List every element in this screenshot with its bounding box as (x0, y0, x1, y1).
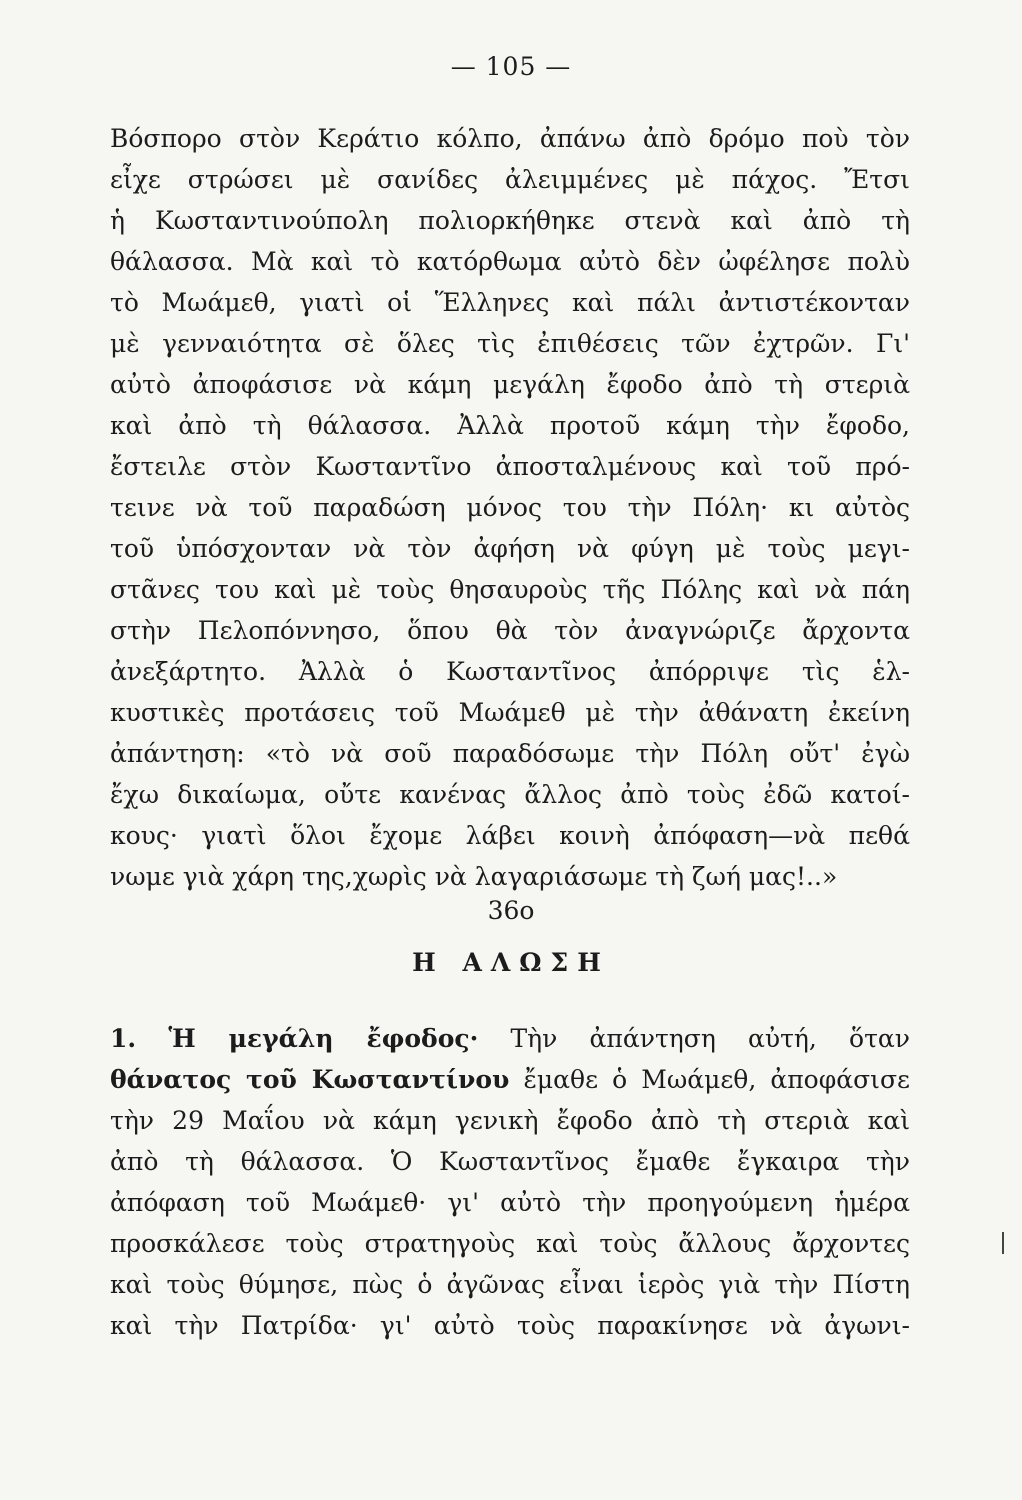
text-line: Βόσπορο στὸν Κεράτιο κόλπο, ἀπάνω ἀπὸ δρόμο ποὺ τὸν (110, 124, 910, 153)
text-line (110, 1018, 910, 1059)
text-line: τεινε νὰ τοῦ παραδώση μόνος του τὴν Πόλη· κι αὐτὸς (110, 493, 910, 522)
text-line: νωμε γιὰ χάρη της,χωρὶς νὰ λαγαριάσωμε τὴ ζωή μας!..» (110, 862, 838, 891)
text-line: στᾶνες του καὶ μὲ τοὺς θησαυροὺς τῆς Πόλης καὶ νὰ πάη (110, 575, 910, 604)
text-line: καὶ τοὺς θύμησε, πὼς ὁ ἀγῶνας εἶναι ἱερὸς γιὰ τὴν Πίστη (110, 1270, 910, 1299)
text-line: κυστικὲς προτάσεις τοῦ Μωάμεθ μὲ τὴν ἀθάνατη ἐκείνη (110, 698, 910, 727)
text-run: ἔμαθε ὁ Μωάμεθ, ἀποφάσισε (523, 1065, 910, 1094)
text-line: μὲ γενναιότητα σὲ ὅλες τὶς ἐπιθέσεις τῶν ἐχτρῶν. Γι' (110, 329, 910, 358)
text-run: Τὴν ἀπάντηση αὐτή, ὅταν (510, 1024, 910, 1053)
subsection-heading: Ἡ μεγάλη ἔφοδος· (168, 1024, 479, 1053)
text-line: προσκάλεσε τοὺς στρατηγοὺς καὶ τοὺς ἄλλους ἄρχοντες (110, 1229, 910, 1258)
page-number: — 105 — (450, 52, 572, 81)
bottom-paragraph (110, 1018, 910, 1346)
text-line: εἶχε στρώσει μὲ σανίδες ἀλειμμένες μὲ πάχος. Ἔτσι (110, 165, 910, 194)
text-line: τὴν 29 Μαΐου νὰ κάμη γενικὴ ἔφοδο ἀπὸ τὴ στεριὰ καὶ (110, 1106, 910, 1135)
text-line: κους· γιατὶ ὅλοι ἔχομε λάβει κοινὴ ἀπόφαση—νὰ πεθά (110, 821, 910, 850)
text-line: ἡ Κωσταντινούπολη πολιορκήθηκε στενὰ καὶ ἀπὸ τὴ (110, 206, 910, 235)
text-line: καὶ ἀπὸ τὴ θάλασσα. Ἀλλὰ προτοῦ κάμη τὴν ἔφοδο, (110, 411, 910, 440)
text-line: ἀπάντηση: «τὸ νὰ σοῦ παραδόσωμε τὴν Πόλη οὔτ' ἐγὼ (110, 739, 910, 768)
text-line: ἔχω δικαίωμα, οὔτε κανένας ἄλλος ἀπὸ τοὺς ἐδῶ κατοί- (110, 780, 910, 809)
text-line: θάλασσα. Μὰ καὶ τὸ κατόρθωμα αὐτὸ δὲν ὠφέλησε πολὺ (110, 247, 910, 276)
text-line: ἀπόφαση τοῦ Μωάμεθ· γι' αὐτὸ τὴν προηγούμενη ἡμέρα (110, 1188, 910, 1217)
text-line: στὴν Πελοπόννησο, ὅπου θὰ τὸν ἀναγνώριζε ἄρχοντα (110, 616, 910, 645)
text-line: αὐτὸ ἀποφάσισε νὰ κάμη μεγάλη ἔφοδο ἀπὸ τὴ στεριὰ (110, 370, 910, 399)
section-number: 36ο (487, 896, 535, 925)
top-paragraph (110, 118, 910, 897)
text-line (110, 1059, 910, 1100)
section-title: Η ΑΛΩΣΗ (412, 948, 610, 977)
subsection-number: 1. (110, 1024, 137, 1053)
text-line: ἔστειλε στὸν Κωσταντῖνο ἀποσταλμένους καὶ τοῦ πρό- (110, 452, 910, 481)
text-line: τοῦ ὑπόσχονταν νὰ τὸν ἀφήση νὰ φύγη μὲ τοὺς μεγι- (110, 534, 910, 563)
text-line: ἀνεξάρτητο. Ἀλλὰ ὁ Κωσταντῖνος ἀπόρριψε τὶς ἑλ- (110, 657, 910, 686)
text-line: τὸ Μωάμεθ, γιατὶ οἱ Ἕλληνες καὶ πάλι ἀντιστέκονταν (110, 288, 910, 317)
text-line: ἀπὸ τὴ θάλασσα. Ὁ Κωσταντῖνος ἔμαθε ἔγκαιρα τὴν (110, 1147, 910, 1176)
margin-mark (1002, 1232, 1004, 1254)
text-line: καὶ τὴν Πατρίδα· γι' αὐτὸ τοὺς παρακίνησε νὰ ἀγωνι- (110, 1311, 910, 1340)
subsection-heading-continued: θάνατος τοῦ Κωσταντίνου (110, 1065, 510, 1094)
